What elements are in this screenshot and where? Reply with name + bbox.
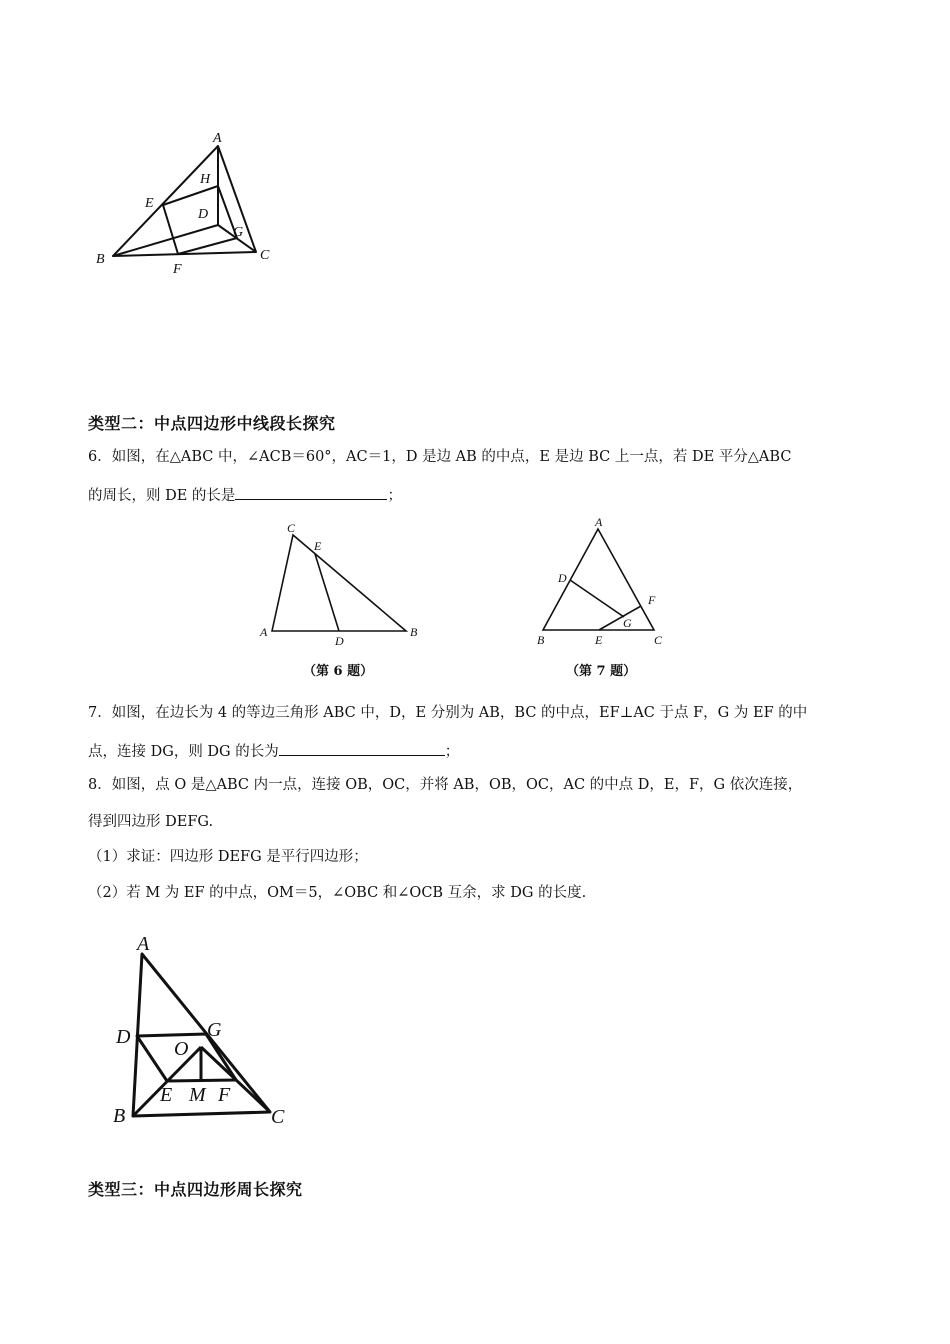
label-m: M (189, 1084, 206, 1106)
label-h: H (200, 172, 211, 187)
caption-q7: （第 7 题） (566, 664, 637, 679)
q6-line2-text: 的周长，则 DE 的长是 (88, 488, 236, 504)
label-d: D (558, 571, 567, 585)
figure-q8 (105, 925, 305, 1130)
q6-answer-blank (235, 484, 387, 500)
label-e: E (314, 539, 322, 553)
label-f: F (218, 1084, 231, 1106)
section-2-title: 类型二：中点四边形中线段长探究 (88, 414, 336, 433)
label-a: A (595, 515, 603, 529)
q6-line2 (88, 484, 402, 506)
q8-line1: 8．如图，点 O 是△ABC 内一点，连接 OB，OC，并将 AB，OB，OC，AC 的中点 D，E，F，G 依次连接， (88, 777, 803, 793)
label-d: D (198, 207, 209, 222)
triangle-abc (272, 535, 406, 631)
label-d: D (335, 634, 344, 648)
label-b: B (410, 625, 418, 639)
figure-q7 (530, 512, 670, 652)
q8-part2: （2）若 M 为 EF 的中点，OM＝5，∠OBC 和∠OCB 互余，求 DG 的长度. (88, 885, 587, 901)
label-f: F (648, 593, 656, 607)
q6-line2-suffix: ； (387, 488, 402, 504)
q8-line2: 得到四边形 DEFG. (88, 814, 214, 830)
label-f: F (173, 262, 182, 277)
label-e: E (595, 633, 603, 647)
label-b: B (96, 252, 105, 267)
label-b: B (113, 1105, 126, 1127)
label-b: B (537, 633, 545, 647)
label-g: G (233, 225, 244, 240)
label-c: C (654, 633, 663, 647)
label-c: C (260, 248, 270, 263)
q7-line2 (88, 740, 459, 762)
q6-line1: 6．如图，在△ABC 中，∠ACB＝60°，AC＝1，D 是边 AB 的中点，E 是边 BC 上一点，若 DE 平分△ABC (88, 449, 792, 465)
section-3-title: 类型三：中点四边形周长探究 (88, 1180, 303, 1199)
q8-part1: （1）求证：四边形 DEFG 是平行四边形； (88, 849, 368, 865)
label-g: G (623, 616, 632, 630)
figure-q6 (255, 515, 425, 650)
q7-answer-blank (279, 740, 445, 756)
label-a: A (260, 625, 268, 639)
label-c: C (287, 521, 296, 535)
label-e: E (145, 196, 154, 211)
segment-de (315, 554, 339, 631)
label-a: A (137, 933, 150, 955)
label-d: D (116, 1026, 131, 1048)
label-a: A (213, 131, 222, 146)
label-g: G (207, 1019, 222, 1041)
segment-df (570, 580, 624, 617)
label-c: C (271, 1106, 285, 1128)
caption-q6: （第 6 题） (303, 664, 374, 679)
q7-line2-suffix: ； (444, 744, 460, 760)
q7-line1: 7．如图，在边长为 4 的等边三角形 ABC 中，D，E 分别为 AB，BC 的中点，EF⊥AC 于点 F，G 为 EF 的中 (88, 705, 808, 721)
figure-quadrilateral-efgh (85, 125, 285, 280)
label-o: O (174, 1038, 189, 1060)
label-e: E (160, 1084, 173, 1106)
q7-line2-text: 点，连接 DG，则 DG 的长为 (88, 744, 279, 760)
segment-ef (599, 606, 641, 630)
